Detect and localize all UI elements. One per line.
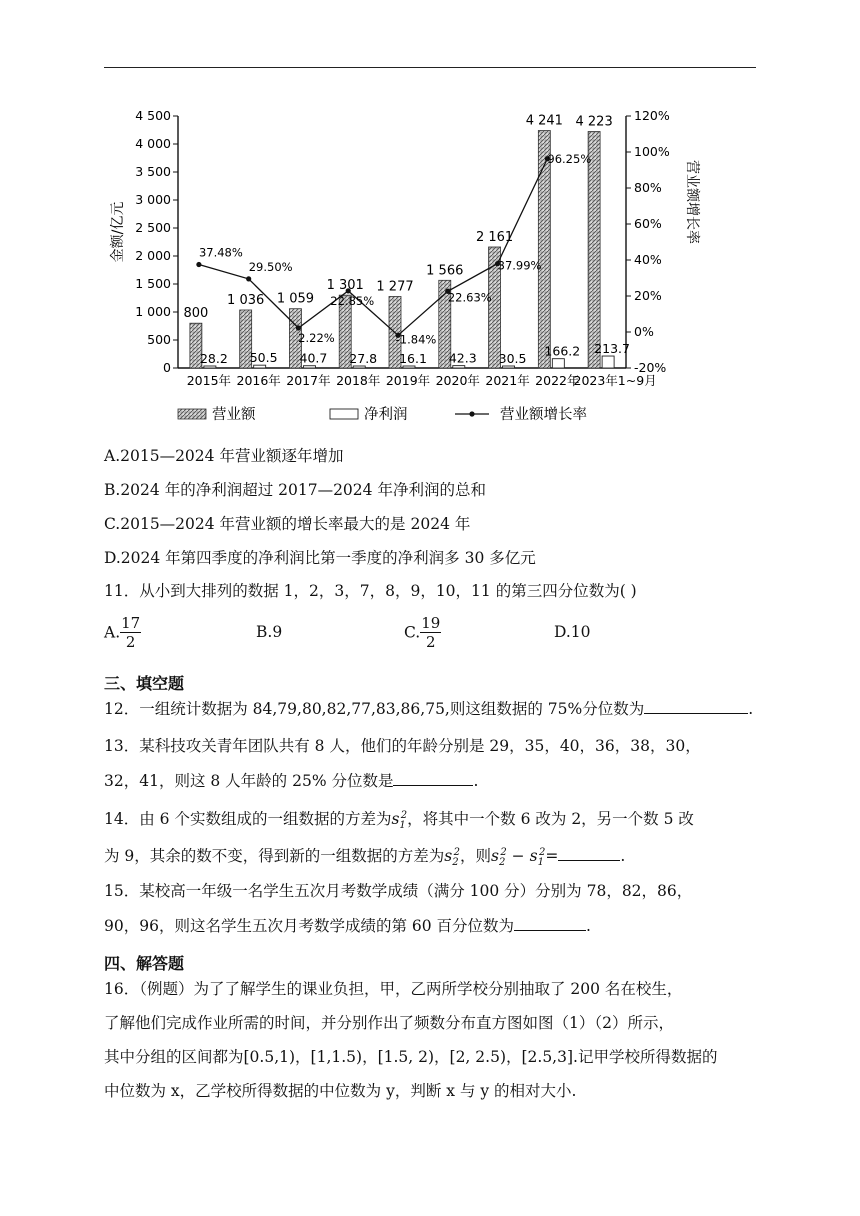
question-15-line2: 90，96，则这名学生五次月考数学成绩的第 60 百分位数为 . — [104, 917, 591, 935]
question-16-line1: 16．（例题）为了了解学生的课业负担，甲，乙两所学校分别抽取了 200 名在校生， — [104, 980, 683, 998]
answer-blank-13[interactable] — [393, 770, 473, 786]
difference-expression: $s_2^2 - s_1^2$ — [491, 847, 546, 869]
revenue-profit-chart — [104, 95, 704, 435]
revenue-bar — [588, 132, 600, 368]
profit-bar — [254, 365, 266, 368]
left-tick-label: 3 500 — [135, 164, 171, 179]
growth-value-label: 37.99% — [497, 258, 542, 273]
fraction-17-2 — [120, 614, 141, 651]
profit-value-label: 42.3 — [448, 350, 477, 366]
left-tick-label: 3 000 — [135, 192, 171, 207]
question-14-line2: 为 9，其余的数不变，得到新的一组数据的方差为$s_2^2$，则$s_2^2 - s_1^2=$ . — [104, 847, 626, 869]
left-tick-label: 500 — [147, 332, 171, 347]
x-category-label: 2023年1~9月 — [573, 373, 657, 388]
fraction-numerator: 17 — [121, 614, 141, 632]
profit-value-label: 213.7 — [594, 341, 631, 357]
revenue-value-label: 4 223 — [575, 114, 613, 130]
question-13-line2: 32，41，则这 8 人年龄的 25% 分位数是 . — [104, 772, 479, 790]
fraction-numerator: 19 — [421, 614, 441, 632]
variance-s2-squared: $s_2^2$ — [444, 847, 461, 869]
answer-blank-14[interactable] — [558, 845, 620, 861]
revenue-value-label: 1 277 — [376, 279, 414, 295]
right-tick-label: 40% — [634, 252, 662, 267]
growth-value-label: -1.84% — [395, 332, 437, 347]
right-tick-label: 120% — [634, 108, 670, 123]
profit-value-label: 28.2 — [199, 351, 228, 366]
x-category-label: 2019年 — [385, 373, 431, 388]
right-tick-label: 80% — [634, 180, 662, 195]
equals-sign: = — [545, 847, 559, 866]
header-rule — [104, 67, 756, 68]
legend-growth-marker — [469, 411, 474, 416]
x-category-label: 2017年 — [286, 373, 331, 388]
profit-bar — [204, 366, 216, 368]
profit-bar — [303, 366, 315, 368]
profit-bar — [353, 366, 365, 368]
option-10c: C.2015—2024 年营业额的增长率最大的是 2024 年 — [104, 515, 471, 533]
x-category-label: 2021年 — [485, 373, 530, 388]
growth-point — [296, 325, 301, 330]
profit-value-label: 40.7 — [299, 350, 328, 366]
question-13-text: 32，41，则这 8 人年龄的 25% 分位数是 — [104, 772, 394, 790]
fraction-denominator: 2 — [125, 633, 136, 651]
legend-revenue-label: 营业额 — [212, 407, 256, 423]
question-14-text-c: 为 9，其余的数不变，得到新的一组数据的方差为 — [104, 847, 445, 866]
profit-value-label: 27.8 — [349, 351, 378, 366]
answer-blank-12[interactable] — [644, 698, 748, 714]
right-tick-label: 0% — [634, 324, 654, 339]
question-14-text-d: ，则 — [460, 847, 492, 866]
fraction-19-2 — [420, 614, 441, 651]
question-15-line1: 15．某校高一年级一名学生五次月考数学成绩（满分 100 分）分别为 78，82，86， — [104, 882, 693, 900]
left-tick-label: 0 — [163, 360, 171, 375]
s-symbol: s — [391, 810, 400, 829]
section-fill-in-heading: 三、填空题 — [104, 674, 185, 693]
x-category-label: 2018年 — [336, 373, 381, 388]
profit-value-label: 50.5 — [249, 350, 278, 366]
revenue-value-label: 1 566 — [426, 263, 464, 279]
option-11a — [104, 614, 141, 651]
legend-profit-label: 净利润 — [364, 407, 408, 423]
option-11c — [404, 614, 441, 651]
question-15-text: 90，96，则这名学生五次月考数学成绩的第 60 百分位数为 — [104, 917, 515, 935]
profit-bar — [552, 359, 564, 368]
profit-value-label: 166.2 — [544, 343, 581, 359]
option-11a-label: A. — [104, 623, 121, 642]
growth-value-label: 96.25% — [547, 151, 592, 166]
question-12: 12．一组统计数据为 84,79,80,82,77,83,86,75,则这组数据的 75%分位数为 . — [104, 700, 754, 718]
growth-value-label: 22.63% — [447, 290, 492, 305]
left-tick-label: 1 000 — [135, 304, 171, 319]
right-tick-label: 60% — [634, 216, 662, 231]
profit-value-label: 16.1 — [399, 351, 427, 366]
left-tick-label: 4 500 — [135, 108, 171, 123]
revenue-value-label: 1 059 — [276, 291, 315, 307]
question-14-text-b: ，将其中一个数 6 改为 2，另一个数 5 改 — [407, 810, 694, 829]
chart-legend — [178, 405, 587, 423]
legend-revenue-swatch — [178, 409, 206, 419]
right-tick-label: -20% — [634, 360, 667, 375]
answer-blank-15[interactable] — [514, 915, 586, 931]
question-16-line4: 中位数为 x，乙学校所得数据的中位数为 y，判断 x 与 y 的相对大小. — [104, 1082, 577, 1100]
left-tick-label: 2 500 — [135, 220, 171, 235]
growth-value-label: 2.22% — [298, 331, 335, 346]
growth-value-label: 22.85% — [330, 293, 375, 308]
revenue-value-label: 4 241 — [525, 113, 563, 129]
question-16-line2: 了解他们完成作业所需的时间，并分别作出了频数分布直方图如图（1）（2）所示， — [104, 1014, 674, 1032]
profit-bar — [453, 366, 465, 368]
profit-bar — [503, 366, 515, 368]
fraction-denominator: 2 — [426, 633, 436, 651]
revenue-value-label: 1 301 — [326, 278, 364, 294]
revenue-value-label: 1 036 — [227, 292, 265, 308]
option-10d: D.2024 年第四季度的净利润比第一季度的净利润多 30 多亿元 — [104, 549, 536, 567]
legend-growth-label: 营业额增长率 — [500, 407, 587, 423]
left-tick-label: 4 000 — [135, 136, 171, 151]
question-14-text-a: 14．由 6 个实数组成的一组数据的方差为 — [104, 810, 392, 829]
growth-point — [246, 276, 251, 281]
left-tick-label: 2 000 — [135, 248, 171, 263]
right-tick-label: 20% — [634, 288, 662, 303]
legend-profit-swatch — [330, 409, 358, 419]
profit-bar — [602, 356, 614, 368]
option-11b: B.9 — [256, 623, 283, 641]
question-13-line1: 13．某科技攻关青年团队共有 8 人，他们的年龄分别是 29，35，40，36，38，30， — [104, 737, 701, 755]
chart-labels — [183, 114, 656, 388]
growth-point — [196, 262, 201, 267]
x-category-label: 2020年 — [435, 373, 480, 388]
x-category-label: 2015年 — [186, 373, 232, 388]
question-14-line1 — [104, 805, 694, 837]
y2-axis-title: 营业额增长率 — [684, 160, 700, 244]
revenue-value-label: 800 — [183, 306, 209, 322]
option-10a: A.2015—2024 年营业额逐年增加 — [104, 447, 344, 465]
question-12-text: 12．一组统计数据为 84,79,80,82,77,83,86,75,则这组数据的 75%分位数为 — [104, 700, 645, 718]
question-11-stem: 11．从小到大排列的数据 1，2，3，7，8，9，10，11 的第三四分位数为( ) — [104, 582, 637, 600]
y-axis-title: 金额/亿元 — [110, 201, 126, 263]
question-16-line3: 其中分组的区间都为[0.5,1)，[1,1.5)，[1.5, 2)，[2, 2.5)，[2.5,3].记甲学校所得数据的 — [104, 1048, 718, 1066]
growth-value-label: 37.48% — [198, 245, 243, 260]
option-11d: D.10 — [554, 623, 591, 641]
left-tick-label: 1 500 — [135, 276, 171, 291]
section-solve-heading: 四、解答题 — [104, 954, 185, 973]
right-tick-label: 100% — [634, 144, 670, 159]
growth-value-label: 29.50% — [248, 259, 293, 274]
option-11c-label: C. — [404, 623, 421, 642]
option-10b: B.2024 年的净利润超过 2017—2024 年净利润的总和 — [104, 481, 486, 499]
profit-bar — [403, 366, 415, 368]
s-symbol: s — [444, 847, 453, 866]
revenue-value-label: 2 161 — [475, 229, 514, 245]
x-category-label: 2022年 — [535, 373, 580, 388]
variance-s1-squared: $s_1^2$ — [391, 810, 408, 832]
x-category-label: 2016年 — [236, 373, 281, 388]
profit-value-label: 30.5 — [498, 351, 527, 366]
